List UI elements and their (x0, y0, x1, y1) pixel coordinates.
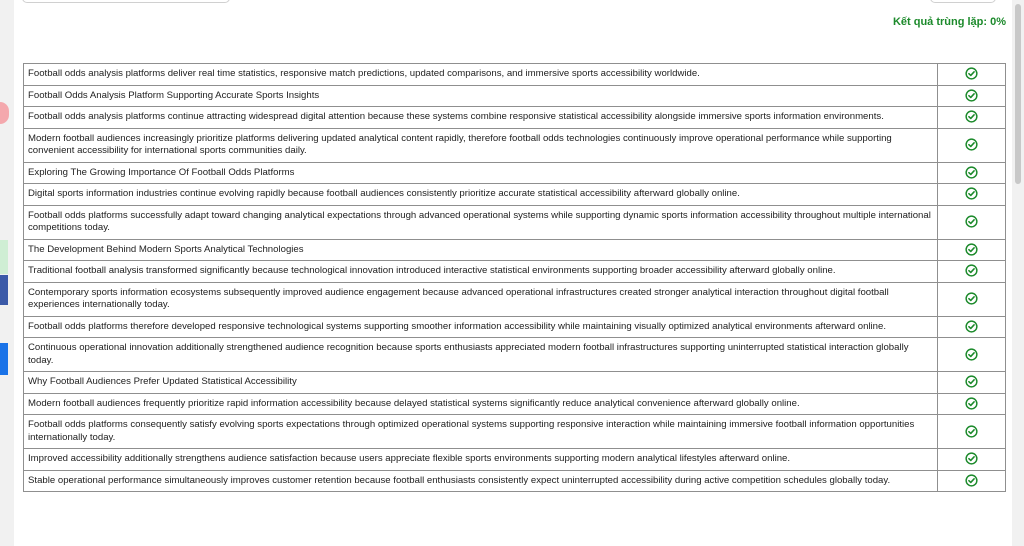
status-cell (938, 316, 1006, 338)
check-circle-icon (965, 215, 978, 228)
scrollbar-thumb[interactable] (1015, 4, 1021, 184)
check-circle-icon (965, 166, 978, 179)
sentence-text: Why Football Audiences Prefer Updated Statistical Accessibility (24, 372, 938, 394)
status-cell (938, 85, 1006, 107)
check-circle-icon (965, 67, 978, 80)
table-row (24, 415, 1006, 449)
table-row (24, 128, 1006, 162)
check-circle-icon (965, 110, 978, 123)
status-cell (938, 107, 1006, 129)
floating-widget-pink[interactable] (0, 102, 9, 124)
table-row (24, 393, 1006, 415)
floating-widget-blue-2[interactable] (0, 343, 8, 375)
sentence-text: Traditional football analysis transformed significantly because technological innovation introduced interactive statistical environments supporting broader accessibility afterward globally online. (24, 261, 938, 283)
check-circle-icon (965, 397, 978, 410)
status-cell (938, 470, 1006, 492)
duplicate-result-label: Kết quả trùng lặp: 0% (892, 16, 1006, 28)
status-cell (938, 205, 1006, 239)
check-circle-icon (965, 243, 978, 256)
left-gutter (0, 0, 14, 546)
status-cell (938, 393, 1006, 415)
table-row (24, 449, 1006, 471)
status-cell (938, 261, 1006, 283)
table-row (24, 205, 1006, 239)
results-panel (14, 0, 1012, 546)
status-cell (938, 162, 1006, 184)
table-row (24, 338, 1006, 372)
check-circle-icon (965, 375, 978, 388)
results-table (23, 63, 1006, 492)
status-cell (938, 372, 1006, 394)
sentence-text: Digital sports information industries continue evolving rapidly because football audiences consistently prioritize accurate statistical accessibility afterward globally online. (24, 184, 938, 206)
scrollbar[interactable] (1012, 0, 1024, 546)
sentence-text: Football odds analysis platforms continue attracting widespread digital attention because these systems combine responsive statistical accessibility alongside immersive sports information environments. (24, 107, 938, 129)
sentence-text: Stable operational performance simultaneously improves customer retention because football enthusiasts consistently expect uninterrupted accessibility during active competition schedules globally today. (24, 470, 938, 492)
sentence-text: The Development Behind Modern Sports Analytical Technologies (24, 239, 938, 261)
table-row (24, 184, 1006, 206)
table-row (24, 64, 1006, 86)
sentence-text: Football odds platforms successfully adapt toward changing analytical expectations through advanced operational systems while supporting dynamic sports information accessibility throughout multiple international competitions today. (24, 205, 938, 239)
table-row (24, 261, 1006, 283)
check-circle-icon (965, 320, 978, 333)
table-row (24, 316, 1006, 338)
check-circle-icon (965, 138, 978, 151)
top-action-button[interactable] (930, 0, 996, 3)
results-table-body (24, 64, 1006, 492)
floating-widget-blue[interactable] (0, 275, 8, 305)
check-circle-icon (965, 425, 978, 438)
sentence-text: Contemporary sports information ecosystems subsequently improved audience engagement because advanced operational infrastructures created stronger analytical interaction throughout digital football experiences internationally today. (24, 282, 938, 316)
table-row (24, 107, 1006, 129)
status-cell (938, 282, 1006, 316)
table-row (24, 372, 1006, 394)
check-circle-icon (965, 264, 978, 277)
sentence-text: Football Odds Analysis Platform Supporting Accurate Sports Insights (24, 85, 938, 107)
status-cell (938, 449, 1006, 471)
check-circle-icon (965, 474, 978, 487)
status-cell (938, 128, 1006, 162)
check-circle-icon (965, 187, 978, 200)
sentence-text: Modern football audiences increasingly prioritize platforms delivering updated analytical content rapidly, therefore football odds technologies continuously improve operational performance while supporting convenient accessibility for international sports communities daily. (24, 128, 938, 162)
sentence-text: Continuous operational innovation additionally strengthened audience recognition because sports enthusiasts appreciated modern football infrastructures supporting uninterrupted statistical interaction globally today. (24, 338, 938, 372)
sentence-text: Football odds platforms consequently satisfy evolving sports expectations through optimized operational systems supporting responsive interaction while maintaining immersive football information opportunities internationally today. (24, 415, 938, 449)
status-cell (938, 184, 1006, 206)
sentence-text: Modern football audiences frequently prioritize rapid information accessibility because delayed statistical systems significantly reduce analytical convenience afterward globally online. (24, 393, 938, 415)
sentence-text: Football odds analysis platforms deliver real time statistics, responsive match predictions, updated comparisons, and immersive sports accessibility worldwide. (24, 64, 938, 86)
table-row (24, 282, 1006, 316)
check-circle-icon (965, 348, 978, 361)
sentence-text: Exploring The Growing Importance Of Football Odds Platforms (24, 162, 938, 184)
status-cell (938, 415, 1006, 449)
status-cell (938, 239, 1006, 261)
top-input-field[interactable] (22, 0, 230, 3)
table-row (24, 470, 1006, 492)
floating-widget-green[interactable] (0, 240, 8, 274)
check-circle-icon (965, 292, 978, 305)
table-row (24, 85, 1006, 107)
table-row (24, 162, 1006, 184)
check-circle-icon (965, 452, 978, 465)
status-cell (938, 338, 1006, 372)
sentence-text: Improved accessibility additionally strengthens audience satisfaction because users appreciate flexible sports environments supporting modern analytical lifestyles afterward online. (24, 449, 938, 471)
status-cell (938, 64, 1006, 86)
check-circle-icon (965, 89, 978, 102)
sentence-text: Football odds platforms therefore developed responsive technological systems supporting smoother information accessibility while maintaining visually optimized analytical environments afterward online. (24, 316, 938, 338)
table-row (24, 239, 1006, 261)
